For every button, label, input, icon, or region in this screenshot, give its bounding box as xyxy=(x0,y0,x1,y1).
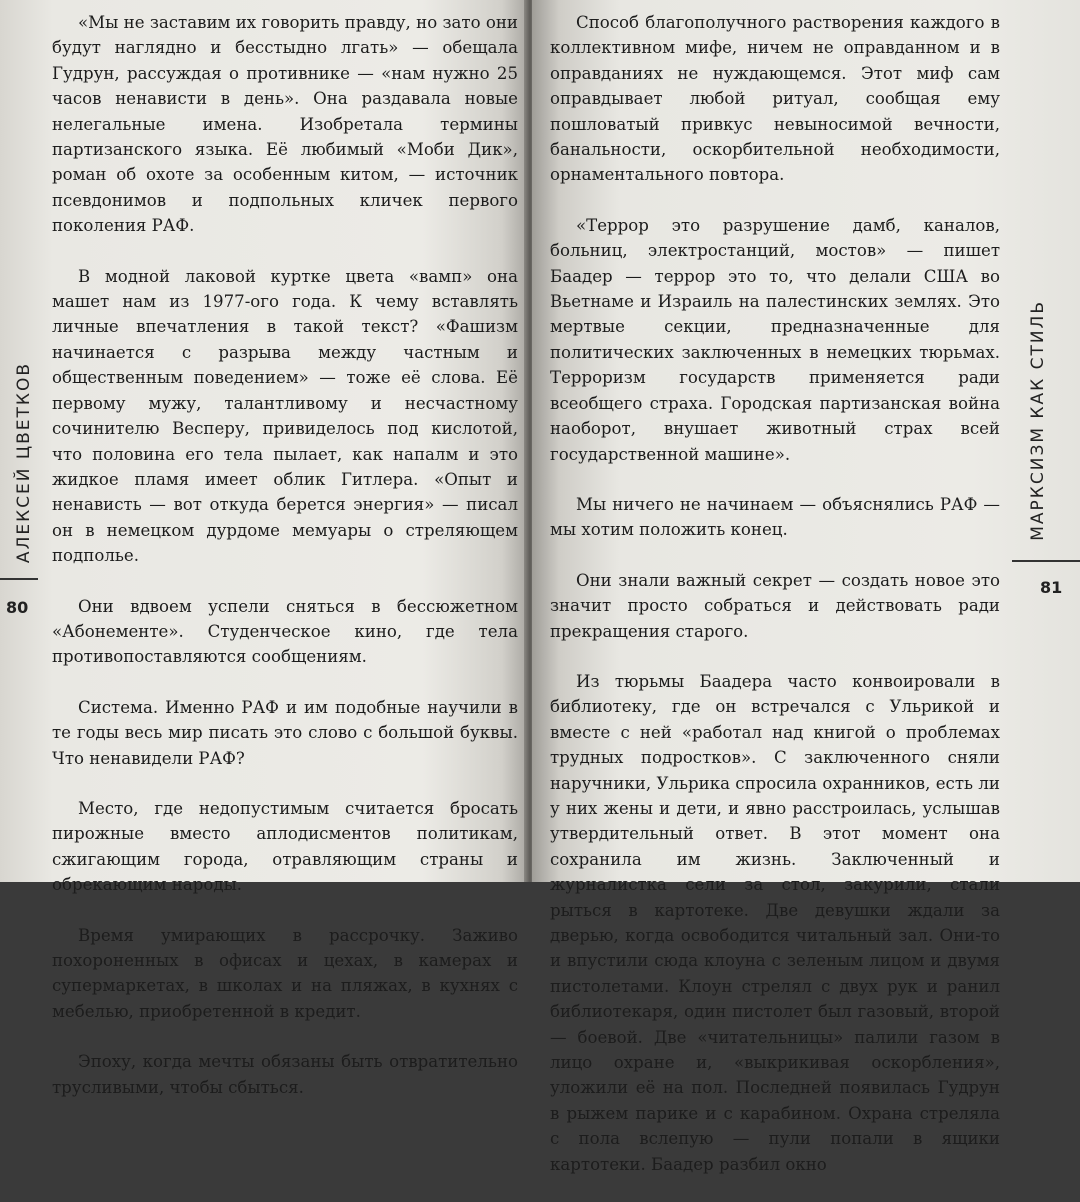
paragraph: «Мы не заставим их говорить правду, но зато они будут наглядно и бесстыдно лгать» — обещала Гудрун, рассуждая о противнике — «нам нужно 25 часов ненависти в день». Она раздавала новые нелегальные имена. Изобретала термины партизанского языка. Её любимый «Моби Дик», роман об охоте за особенным китом, — источник псевдонимов и подпольных кличек первого поколения РАФ. xyxy=(52,13,518,236)
folio-rule xyxy=(1012,560,1080,562)
folio-rule xyxy=(0,578,38,580)
running-head-title: МАРКСИЗМ КАК СТИЛЬ xyxy=(1028,300,1048,541)
paragraph: Мы ничего не начинаем — объяснялись РАФ — мы хотим положить конец. xyxy=(550,494,1000,540)
right-text-column xyxy=(550,10,1000,1202)
paragraph: Они вдвоем успели сняться в бессюжетном «Абонементе». Студенческое кино, где тела противопоставляются сообщениям. xyxy=(52,596,518,667)
right-page xyxy=(532,0,1080,1174)
paragraph: Место, где недопустимым считается бросать пирожные вместо аплодисментов политикам, сжигающим города, отравляющим страны и обрекающим народы. xyxy=(52,798,518,895)
running-head-author: АЛЕКСЕЙ ЦВЕТКОВ xyxy=(14,362,34,564)
paragraph: В модной лаковой куртке цвета «вамп» она машет нам из 1977-ого года. К чему вставлять личные впечатления в такой текст? «Фашизм начинается с разрыва между частным и общественным поведением» — тоже её слова. Её первому мужу, талантливому и несчастному сочинителю Весперу, привиделось под кислотой, что половина его тела пылает, как напалм и это жидкое пламя имеет облик Гитлера. «Опыт и ненависть — вот откуда берется энергия» — писал он в немецком дурдоме мемуары о стреляющем подполье. xyxy=(52,266,518,566)
paragraph: Они знали важный секрет — создать новое это значит просто собраться и действовать ради прекращения старого. xyxy=(550,570,1000,641)
left-text-column xyxy=(52,10,518,1125)
paragraph: «Террор это разрушение дамб, каналов, больниц, электростанций, мостов» — пишет Баадер — террор это то, что делали США во Вьетнаме и Израиль на палестинских землях. Это мертвые секции, предназначенные для политических заключенных в немецких тюрьмах. Терроризм государств применяется ради всеобщего страха. Городская партизанская война наоборот, внушает животный страх всей государственной машине». xyxy=(550,215,1000,464)
paragraph: Способ благополучного растворения каждого в коллективном мифе, ничем не оправданном и в оправданиях не нуждающемся. Этот миф сам оправдывает любой ритуал, сообщая ему пошловатый привкус невыносимой вечности, банальности, оскорбительной необходимости, орнаментального повтора. xyxy=(550,13,1000,185)
paragraph: Эпоху, когда мечты обязаны быть отвратительно трусливыми, чтобы сбыться. xyxy=(52,1052,518,1097)
page-number: 80 xyxy=(6,598,29,617)
paragraph: Из тюрьмы Баадера часто конвоировали в библиотеку, где он встречался с Ульрикой и вместе с ней «работал над книгой о проблемах трудных подростков». С заключенного сняли наручники, Ульрика спросила охранников, есть ли у них жены и дети, и явно расстроилась, услышав утвердительный ответ. В этот момент она сохранила им жизнь. Заключенный и журналистка сели за стол, закурили, стали рыться в картотеке. Две девушки ждали за дверью, когда освободится читальный зал. Они-то и впустили сюда клоуна с зеленым лицом и двумя пистолетами. Клоун стрелял с двух рук и ранил библиотекаря, один пистолет был газовый, второй — боевой. Две «читательницы» палили газом в лицо охране и, «выкрикивая оскорбления», уложили её на пол. Последней появилась Гудрун в рыжем парике и с карабином. Охрана стреляла с пола вслепую — пули попали в ящики картотеки. Баадер разбил окно xyxy=(550,671,1000,1174)
page-number: 81 xyxy=(1040,578,1063,597)
paragraph: Система. Именно РАФ и им подобные научили в те годы весь мир писать это слово с большой буквы. Что ненавидели РАФ? xyxy=(52,697,518,768)
left-page xyxy=(0,0,528,1097)
paragraph: Время умирающих в рассрочку. Заживо похороненных в офисах и цехах, в камерах и супермаркетах, в школах и на пляжах, в кухнях с мебелью, приобретенной в кредит. xyxy=(52,925,518,1021)
